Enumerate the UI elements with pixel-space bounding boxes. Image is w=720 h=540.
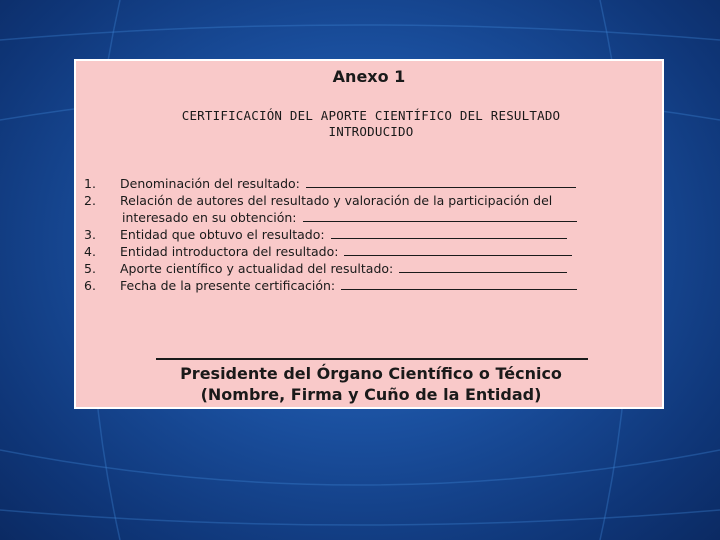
certificate-title-line2: INTRODUCIDO (328, 124, 414, 139)
certificate-card (74, 59, 664, 409)
item-text: Relación de autores del resultado y valoración de la participación del (120, 193, 553, 208)
item-number: 4. (84, 244, 96, 259)
item-text: Aporte científico y actualidad del resultado: (120, 260, 567, 277)
item-number: 5. (84, 261, 96, 276)
blank-line (399, 261, 567, 273)
item-number: 1. (84, 176, 96, 191)
blank-line (303, 210, 577, 222)
item-text: Denominación del resultado: (120, 175, 576, 192)
blank-line (344, 244, 572, 256)
item-number: 2. (84, 193, 96, 208)
annex-title: Anexo 1 (332, 67, 406, 86)
signature-subtitle: (Nombre, Firma y Cuño de la Entidad) (200, 385, 542, 404)
certificate-title-line1: CERTIFICACIÓN DEL APORTE CIENTÍFICO DEL RESULTADO (181, 108, 561, 123)
blank-line (341, 278, 577, 290)
item-text: Entidad que obtuvo el resultado: (120, 226, 567, 243)
item-number: 6. (84, 278, 96, 293)
certificate-title (116, 108, 626, 140)
blank-line (306, 176, 576, 188)
item-text: Entidad introductora del resultado: (120, 243, 572, 260)
signature-line (156, 358, 588, 360)
signature-title: Presidente del Órgano Científico o Técnico (180, 364, 562, 383)
item-text: interesado en su obtención: (122, 209, 577, 226)
item-text: Fecha de la presente certificación: (120, 277, 577, 294)
item-number: 3. (84, 227, 96, 242)
blank-line (331, 227, 567, 239)
